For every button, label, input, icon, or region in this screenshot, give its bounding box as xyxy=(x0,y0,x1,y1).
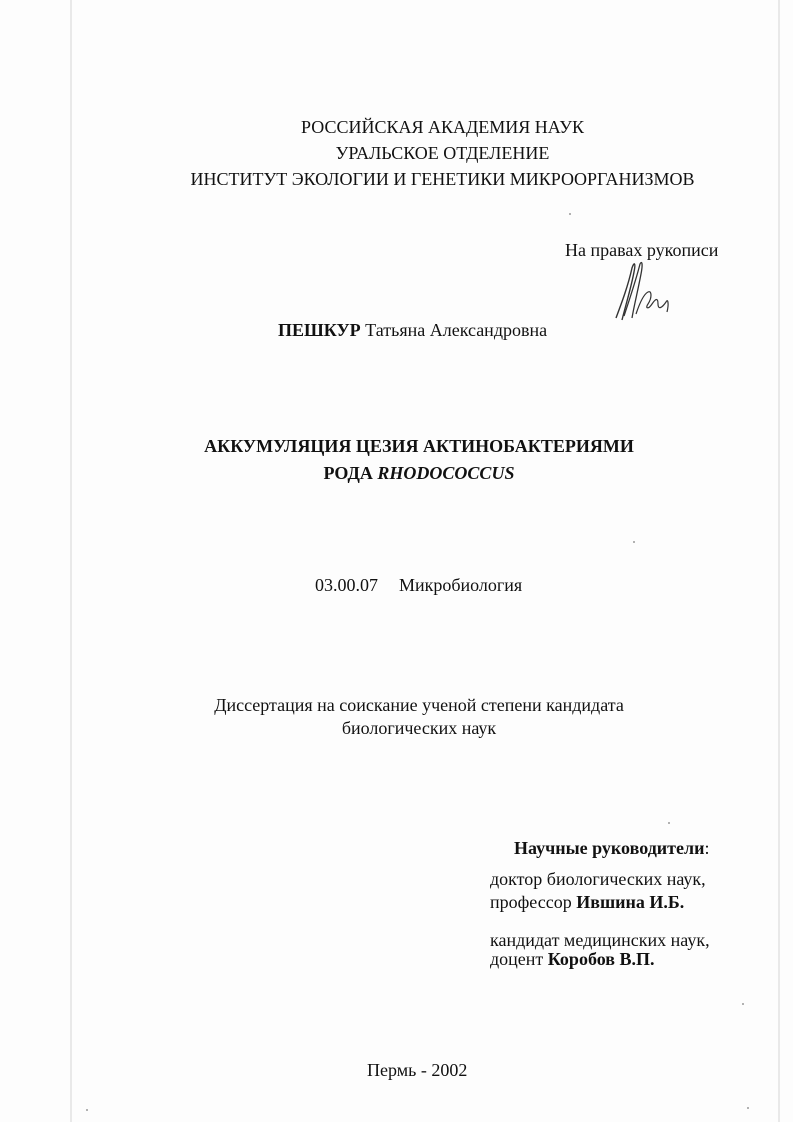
dissertation-title-line2 xyxy=(0,460,793,486)
supervisor-1-name: Ившина И.Б. xyxy=(576,892,685,912)
header-institute: ИНСТИТУТ ЭКОЛОГИИ И ГЕНЕТИКИ МИКРООРГАНИЗМОВ xyxy=(190,169,695,189)
supervisors-heading-colon: : xyxy=(704,838,710,858)
specialty-name: Микробиология xyxy=(399,575,523,595)
specialty-code: 03.00.07 xyxy=(315,575,378,595)
header-branch: УРАЛЬСКОЕ ОТДЕЛЕНИЕ xyxy=(335,143,550,163)
specialty-line xyxy=(315,573,522,597)
dissertation-title-line1: АККУМУЛЯЦИЯ ЦЕЗИЯ АКТИНОБАКТЕРИЯМИ xyxy=(204,436,634,456)
degree-line2: биологических наук xyxy=(341,718,497,738)
author-given-names: Татьяна Александровна xyxy=(365,320,548,340)
scan-speck xyxy=(747,1107,749,1109)
signature xyxy=(612,258,674,326)
author-surname: ПЕШКУР xyxy=(278,320,361,340)
degree-line1: Диссертация на соискание ученой степени кандидата xyxy=(214,695,624,715)
header-academy: РОССИЙСКАЯ АКАДЕМИЯ НАУК xyxy=(301,117,584,137)
footer-separator: - xyxy=(416,1060,432,1080)
title-genus: RHODOCOCCUS xyxy=(377,463,515,483)
footer-place-year xyxy=(367,1058,467,1082)
author-line xyxy=(278,318,547,342)
supervisor-1-line xyxy=(490,890,684,914)
footer-year: 2002 xyxy=(431,1060,468,1080)
scan-speck xyxy=(86,1109,88,1111)
supervisor-1-degree: доктор биологических наук, xyxy=(490,869,706,889)
supervisor-2-name: Коробов В.П. xyxy=(547,949,655,969)
title-genus-prefix: РОДА xyxy=(323,463,373,483)
supervisors-heading-text: Научные руководители xyxy=(514,838,705,858)
footer-city: Пермь xyxy=(367,1060,417,1080)
supervisors-heading xyxy=(514,836,709,860)
manuscript-note: На правах рукописи xyxy=(565,240,719,260)
supervisor-2-position: доцент xyxy=(490,949,544,969)
scan-speck xyxy=(742,1003,744,1005)
scan-speck xyxy=(668,822,670,824)
scan-speck xyxy=(569,213,571,215)
supervisor-1-position: профессор xyxy=(490,892,572,912)
supervisor-2-line xyxy=(490,947,655,971)
scan-speck xyxy=(633,541,635,543)
supervisor-2-degree: кандидат медицинских наук, xyxy=(490,930,710,950)
